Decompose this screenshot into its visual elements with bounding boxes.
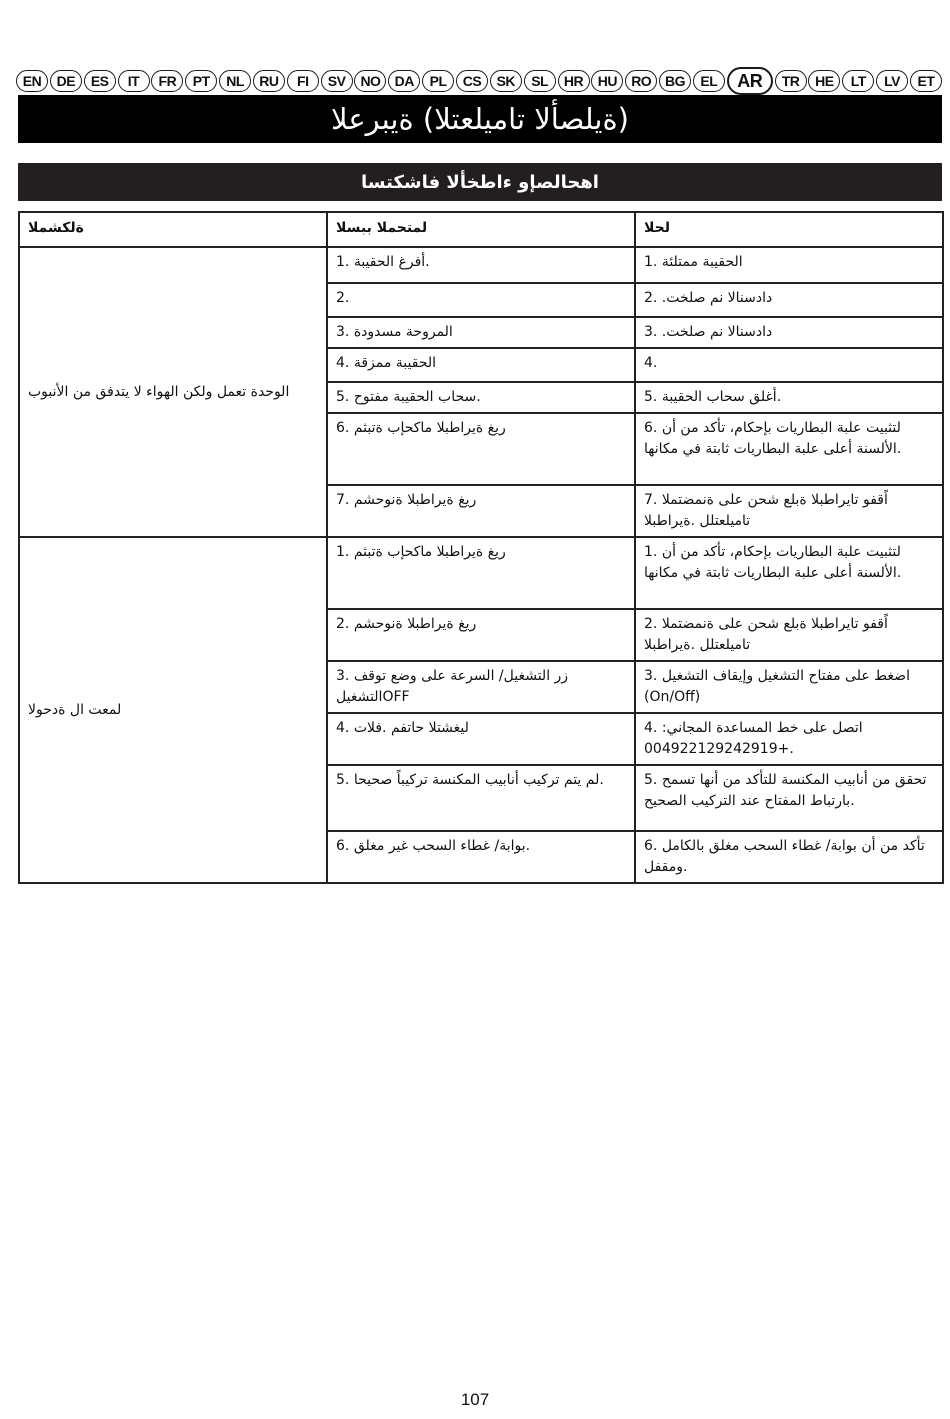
cause-text: 2.	[336, 290, 350, 306]
language-tab-ro[interactable]: RO	[625, 70, 657, 92]
cause-cell	[327, 661, 635, 713]
cause-cell	[327, 348, 635, 382]
cause-text: 1. أفرغ الحقيبة.	[336, 254, 430, 270]
cause-cell	[327, 831, 635, 883]
troubleshooting-table	[18, 211, 944, 884]
solution-cell	[635, 283, 943, 317]
solution-text: 7. اًقفو تايراطبلا ةبلع شحن على ةنمضتملا تاميلعتلل .ةيراطبلا	[644, 492, 888, 529]
language-tab-it[interactable]: IT	[118, 70, 150, 92]
solution-text: 6. تأكد من أن بوابة/ غطاء السحب مغلق بالكامل ومقفل.	[644, 838, 925, 875]
table-body	[19, 247, 943, 883]
cause-text: 2. ريغ ةيراطبلا ةنوحشم	[336, 616, 477, 632]
solution-cell	[635, 317, 943, 348]
column-header-solution: لحلا	[635, 212, 943, 247]
table-row	[19, 537, 943, 609]
language-tab-ar[interactable]: AR	[727, 67, 773, 95]
cause-cell	[327, 283, 635, 317]
solution-cell	[635, 831, 943, 883]
solution-text: 2. اًقفو تايراطبلا ةبلع شحن على ةنمضتملا تاميلعتلل .ةيراطبلا	[644, 616, 888, 653]
solution-cell	[635, 413, 943, 485]
solution-cell	[635, 247, 943, 283]
cause-text: 1. ريغ ةيراطبلا ماكحإب ةتبثم	[336, 544, 506, 560]
solution-cell	[635, 348, 943, 382]
solution-text: 2. .دادسنالا نم صلخت	[644, 290, 773, 306]
solution-text: 6. لتثبيت علبة البطاريات بإحكام، تأكد من أن الألسنة أعلى علبة البطاريات ثابتة في مكانها.	[644, 420, 902, 457]
solution-cell	[635, 713, 943, 765]
language-tab-es[interactable]: ES	[84, 70, 116, 92]
column-header-cause: لمتحملا ببسلا	[327, 212, 635, 247]
solution-text: 4. اتصل على خط المساعدة المجاني: +004922129242919.	[644, 720, 863, 757]
page-number: 107	[460, 1390, 490, 1409]
language-selector	[16, 68, 942, 94]
cause-cell	[327, 317, 635, 348]
table-header-row	[19, 212, 943, 247]
page-title	[18, 95, 942, 143]
solution-cell	[635, 382, 943, 413]
page-title-text: (ةيلصألا تاميلعتلا) ةيبرعلا	[331, 102, 629, 136]
cause-text: 5. سحاب الحقيبة مفتوح.	[336, 389, 481, 405]
solution-text: 5. أغلق سحاب الحقيبة.	[644, 389, 782, 405]
language-tab-lt[interactable]: LT	[842, 70, 874, 92]
language-tab-tr[interactable]: TR	[775, 70, 807, 92]
cause-cell	[327, 382, 635, 413]
language-tab-sl[interactable]: SL	[524, 70, 556, 92]
language-tab-no[interactable]: NO	[354, 70, 386, 92]
solution-cell	[635, 485, 943, 537]
language-tab-pt[interactable]: PT	[185, 70, 217, 92]
language-tab-pl[interactable]: PL	[422, 70, 454, 92]
problem-cell	[19, 247, 327, 537]
language-tab-fi[interactable]: FI	[287, 70, 319, 92]
section-heading	[18, 163, 942, 201]
cause-text: 5. لم يتم تركيب أنابيب المكنسة تركيباً صحيحا.	[336, 772, 604, 788]
solution-text: 4.	[644, 355, 658, 371]
solution-text: 5. تحقق من أنابيب المكنسة للتأكد من أنها تسمح بارتباط المفتاح عند التركيب الصحيح.	[644, 772, 927, 809]
cause-text: 3. زر التشغيل/ السرعة على وضع توقف التشغيلOFF	[336, 668, 569, 705]
language-tab-cs[interactable]: CS	[456, 70, 488, 92]
language-tab-fr[interactable]: FR	[151, 70, 183, 92]
language-tab-sk[interactable]: SK	[490, 70, 522, 92]
language-tab-el[interactable]: EL	[693, 70, 725, 92]
solution-text: 1. الحقيبة ممتلئة	[644, 254, 743, 270]
solution-cell	[635, 661, 943, 713]
language-tab-ru[interactable]: RU	[253, 70, 285, 92]
language-tab-hr[interactable]: HR	[558, 70, 590, 92]
language-tab-de[interactable]: DE	[50, 70, 82, 92]
language-tab-bg[interactable]: BG	[659, 70, 691, 92]
solution-text: 1. لتثبيت علبة البطاريات بإحكام، تأكد من أن الألسنة أعلى علبة البطاريات ثابتة في مكانها.	[644, 544, 902, 581]
cause-cell	[327, 485, 635, 537]
language-tab-sv[interactable]: SV	[321, 70, 353, 92]
problem-text: لمعت ال ةدحولا	[28, 701, 122, 718]
language-tab-he[interactable]: HE	[808, 70, 840, 92]
problem-cell	[19, 537, 327, 883]
solution-cell	[635, 609, 943, 661]
solution-text: 3. .دادسنالا نم صلخت	[644, 324, 773, 340]
table-row	[19, 247, 943, 283]
cause-text: 4. ليغشتلا حاتفم .فلات	[336, 720, 469, 736]
language-tab-da[interactable]: DA	[388, 70, 420, 92]
cause-cell	[327, 537, 635, 609]
solution-text: 3. اضغط على مفتاح التشغيل وإيقاف التشغيل (On/Off)	[644, 668, 910, 705]
cause-cell	[327, 413, 635, 485]
cause-cell	[327, 247, 635, 283]
solution-cell	[635, 765, 943, 831]
cause-cell	[327, 609, 635, 661]
language-tab-hu[interactable]: HU	[591, 70, 623, 92]
cause-text: 7. ريغ ةيراطبلا ةنوحشم	[336, 492, 477, 508]
solution-cell	[635, 537, 943, 609]
problem-text: الوحدة تعمل ولكن الهواء لا يتدفق من الأنبوب	[28, 383, 290, 400]
cause-cell	[327, 713, 635, 765]
section-heading-text: اهحالصإو ءاطخألا فاشكتسا	[361, 171, 599, 193]
language-tab-en[interactable]: EN	[16, 70, 48, 92]
column-header-problem: ةلكشملا	[19, 212, 327, 247]
cause-text: 4. الحقيبة ممزقة	[336, 355, 437, 371]
cause-text: 6. بوابة/ غطاء السحب غير مغلق.	[336, 838, 531, 854]
language-tab-et[interactable]: ET	[910, 70, 942, 92]
cause-cell	[327, 765, 635, 831]
language-tab-nl[interactable]: NL	[219, 70, 251, 92]
cause-text: 6. ريغ ةيراطبلا ماكحإب ةتبثم	[336, 420, 506, 436]
cause-text: 3. المروحة مسدودة	[336, 324, 453, 340]
language-tab-lv[interactable]: LV	[876, 70, 908, 92]
